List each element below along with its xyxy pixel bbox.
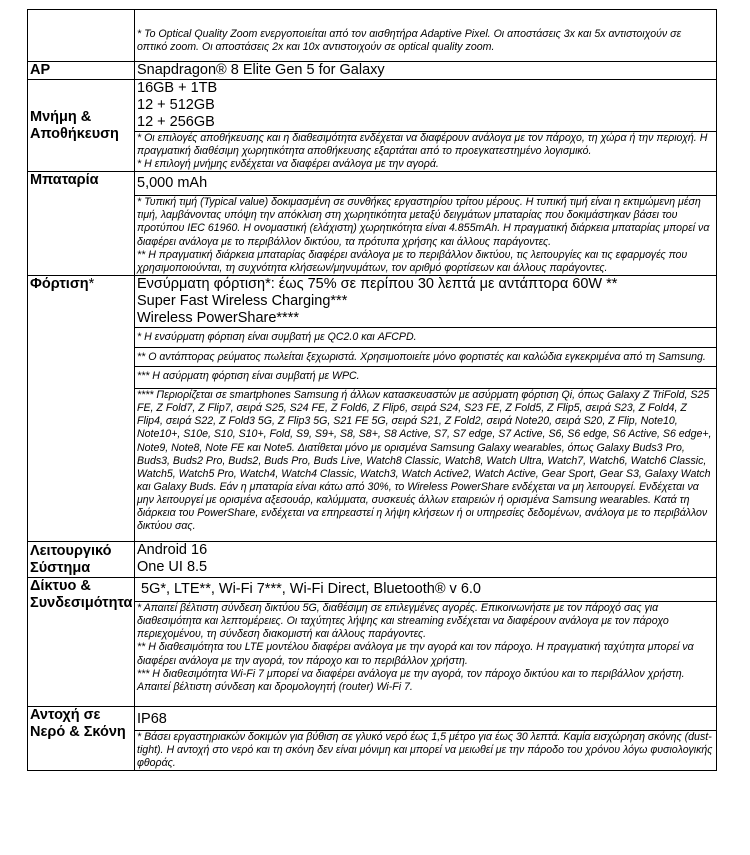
water-value: IP68	[135, 706, 717, 730]
ap-value: Snapdragon® 8 Elite Gen 5 for Galaxy	[135, 62, 717, 80]
charging-powershare: Wireless PowerShare****	[137, 309, 299, 326]
memory-option: 12 + 512GB	[137, 97, 215, 113]
charging-wireless: Super Fast Wireless Charging***	[137, 292, 348, 309]
camera-note-row	[28, 10, 717, 62]
memory-row	[28, 80, 717, 132]
memory-label	[28, 80, 135, 172]
battery-notes	[135, 196, 717, 276]
water-label-line1: Αντοχή σε	[30, 706, 101, 723]
network-note: *** Η διαθεσιμότητα Wi-Fi 7 μπορεί να διαφέρει ανάλογα με την αγορά, τον πάροχο δικτύου και το περιβάλλον χρήστη. Απαιτεί βέλτιστη σύνδεση και δρομολογητή (router) Wi-Fi 7.	[137, 667, 685, 693]
battery-value: 5,000 mAh	[135, 172, 717, 196]
memory-label-line1: Μνήμη &	[30, 109, 92, 126]
network-note: ** Η διαθεσιμότητα του LTE μοντέλου διαφέρει ανάλογα με την αγορά και τον πάροχο. Η πραγματική ταχύτητα μπορεί να διαφέρει ανάλογα με την αγορά, τον πάροχο και το περιβάλλον χρήστη.	[137, 641, 694, 667]
network-value-text: 5G*, LTE**, Wi-Fi 7***, Wi-Fi Direct, Bluetooth® v 6.0	[141, 581, 481, 598]
ap-row	[28, 62, 717, 80]
network-notes	[135, 602, 717, 707]
os-label	[28, 542, 135, 578]
network-value	[135, 578, 717, 602]
charging-note-3: *** Η ασύρματη φόρτιση είναι συμβατή με WPC.	[135, 367, 717, 389]
memory-values	[135, 80, 717, 132]
memory-note: * Η επιλογή μνήμης ενδέχεται να διαφέρει ανάλογα με την αγορά.	[137, 158, 439, 171]
spec-table	[27, 9, 717, 771]
network-note: * Απαιτεί βέλτιστη σύνδεση δικτύου 5G, διαθέσιμη σε επιλεγμένες αγορές. Επικοινωνήστε με τον πάροχό σας για διαθεσιμότητα και λεπτομέρειες. Οι ταχύτητες λήψης και streaming ενδέχεται να διαφέρουν ανάλογα με τον πάροχο περιεχομένου, τη σύνδεση διακομιστή και άλλους παράγοντες.	[137, 602, 669, 641]
battery-note: * Τυπική τιμή (Typical value) δοκιμασμένη σε συνθήκες εργαστηρίου τρίτου μέρους. Η τυπική τιμή είναι η εκτιμώμενη μέση τιμή, λαμβάνοντας υπόψη την απόκλιση στη χωρητικότητα μεταξύ δειγμάτων μπαταρίας που δοκιμάστηκαν βάσει του προτύπου IEC 61960. Η ονομαστική (ελάχιστη) χωρητικότητα είναι 4.855mAh. Η πραγματική διάρκεια μπαταρίας μπορεί να διαφέρει ανάλογα με το περιβάλλον δικτύου, τα πρότυπα χρήσης και άλλους παράγοντες.	[137, 196, 710, 248]
os-android: Android 16	[137, 542, 208, 559]
memory-option: 12 + 256GB	[137, 114, 215, 130]
os-label-line1: Λειτουργικό	[30, 543, 112, 560]
memory-notes	[135, 132, 717, 172]
water-note: * Βάσει εργαστηριακών δοκιμών για βύθιση σε γλυκό νερό έως 1,5 μέτρο για έως 30 λεπτά. Καμία εισχώρηση σκόνης (dust-tight). Η αντοχή στο νερό και τη σκόνη δεν είναι μόνιμη και μπορεί να μειωθεί με την πάροδο του χρόνου λόγω φυσιολογικής φθοράς.	[135, 730, 717, 770]
charging-label-text: Φόρτιση	[30, 275, 89, 292]
water-label	[28, 706, 135, 770]
charging-values	[135, 275, 717, 327]
charging-note-2: ** Ο αντάπτορας ρεύματος πωλείται ξεχωριστά. Χρησιμοποιείτε μόνο φορτιστές και καλώδια εγκεκριμένα από τη Samsung.	[135, 347, 717, 366]
memory-option: 16GB + 1TB	[137, 80, 218, 96]
os-label-line2: Σύστημα	[30, 560, 91, 577]
charging-label-asterisk: *	[88, 275, 95, 292]
battery-label: Μπαταρία	[28, 172, 135, 276]
water-row	[28, 706, 717, 730]
battery-note: ** Η πραγματική διάρκεια μπαταρίας διαφέρει ανάλογα με το περιβάλλον δικτύου, τις λειτουργίες και τις εφαρμογές που χρησιμοποιούνται, τη συχνότητα κλήσεων/μηνυμάτων, τον αριθμό φορτίσεων και άλλους παράγοντες.	[137, 248, 688, 274]
camera-zoom-note: * Το Optical Quality Zoom ενεργοποιείται από τον αισθητήρα Adaptive Pixel. Οι αποστάσεις 3x και 5x αντιστοιχούν σε οπτικό zoom. Οι αποστάσεις 2x και 10x αντιστοιχούν σε optical quality zoom.	[135, 10, 717, 62]
os-row	[28, 542, 717, 578]
charging-note-1: * Η ενσύρματη φόρτιση είναι συμβατή με QC2.0 και AFCPD.	[135, 327, 717, 347]
memory-note: * Οι επιλογές αποθήκευσης και η διαθεσιμότητα ενδέχεται να διαφέρουν ανάλογα με τον πάροχο, τη χώρα ή την περιοχή. Η πραγματική διαθέσιμη χωρητικότητα αποθήκευσης εξαρτάται από το προεγκατεστημένο λογισμικό.	[137, 132, 708, 158]
os-oneui: One UI 8.5	[137, 559, 208, 576]
network-label-line2: Συνδεσιμότητα	[30, 595, 133, 612]
water-label-line2: Νερό & Σκόνη	[30, 723, 126, 740]
battery-row	[28, 172, 717, 196]
charging-label	[28, 275, 135, 541]
os-values	[135, 542, 717, 578]
network-label	[28, 578, 135, 707]
ap-label: AP	[28, 62, 135, 80]
charging-note-4: **** Περιορίζεται σε smartphones Samsung ή άλλων κατασκευαστών με ασύρματη φόρτιση Qi, όπως Galaxy Z TriFold, S25 FE, Z Fold7, Z Flip7, σειρά S25, S24 FE, Z Fold6, Z Flip6, σειρά S24, S23 FE, Z Fold5, Z Flip5, σειρά S23, Z Fold4, Z Flip4, σειρά S22, Z Fold3 5G, Z Flip3 5G, S21 FE 5G, σειρά S21, Z Fold2, σειρά Note20, σειρά S20, Z Flip, Note10, Note10+, S10e, S10, S10+, Fold, S9, S9+, S8, S8+, S8 Active, S7, S7 edge, S7 Active, S6, S6 edge, S6 Active, S6 edge+, Note9, Note8, Note FE και Note5. Διατίθεται μόνο με ορισμένα Samsung Galaxy wearables, όπως Galaxy Buds3 Pro, Buds3, Buds2 Pro, Buds2, Buds Pro, Buds Live, Watch8 Classic, Watch8, Watch Ultra, Watch7, Watch6, Watch6 Classic, Watch5, Watch5 Pro, Watch4, Watch4 Classic, Watch3, Watch Active2, Watch Active, Gear Sport, Gear S3, Galaxy Watch και Galaxy Buds. Εάν η μπαταρία είναι κάτω από 30%, το Wireless PowerShare ενδέχεται να μη λειτουργεί. Ενδέχεται να μην λειτουργεί με ορισμένα αξεσουάρ, καλύμματα, συσκευές άλλων εταιρειών ή ορισμένα Samsung wearables. Κατά τη διάρκεια του PowerShare, ενδέχεται να επηρεαστεί η λήψη κλήσεων ή οι υπηρεσίες δεδομένων, ανάλογα με το περιβάλλον δικτύου σας.	[135, 389, 717, 542]
charging-wired: Ενσύρματη φόρτιση*: έως 75% σε περίπου 30 λεπτά με αντάπτορα 60W **	[137, 275, 618, 292]
network-row	[28, 578, 717, 602]
charging-row	[28, 275, 717, 327]
network-label-line1: Δίκτυο &	[30, 578, 91, 595]
memory-label-line2: Αποθήκευση	[30, 126, 119, 143]
camera-label-cell	[28, 10, 135, 62]
